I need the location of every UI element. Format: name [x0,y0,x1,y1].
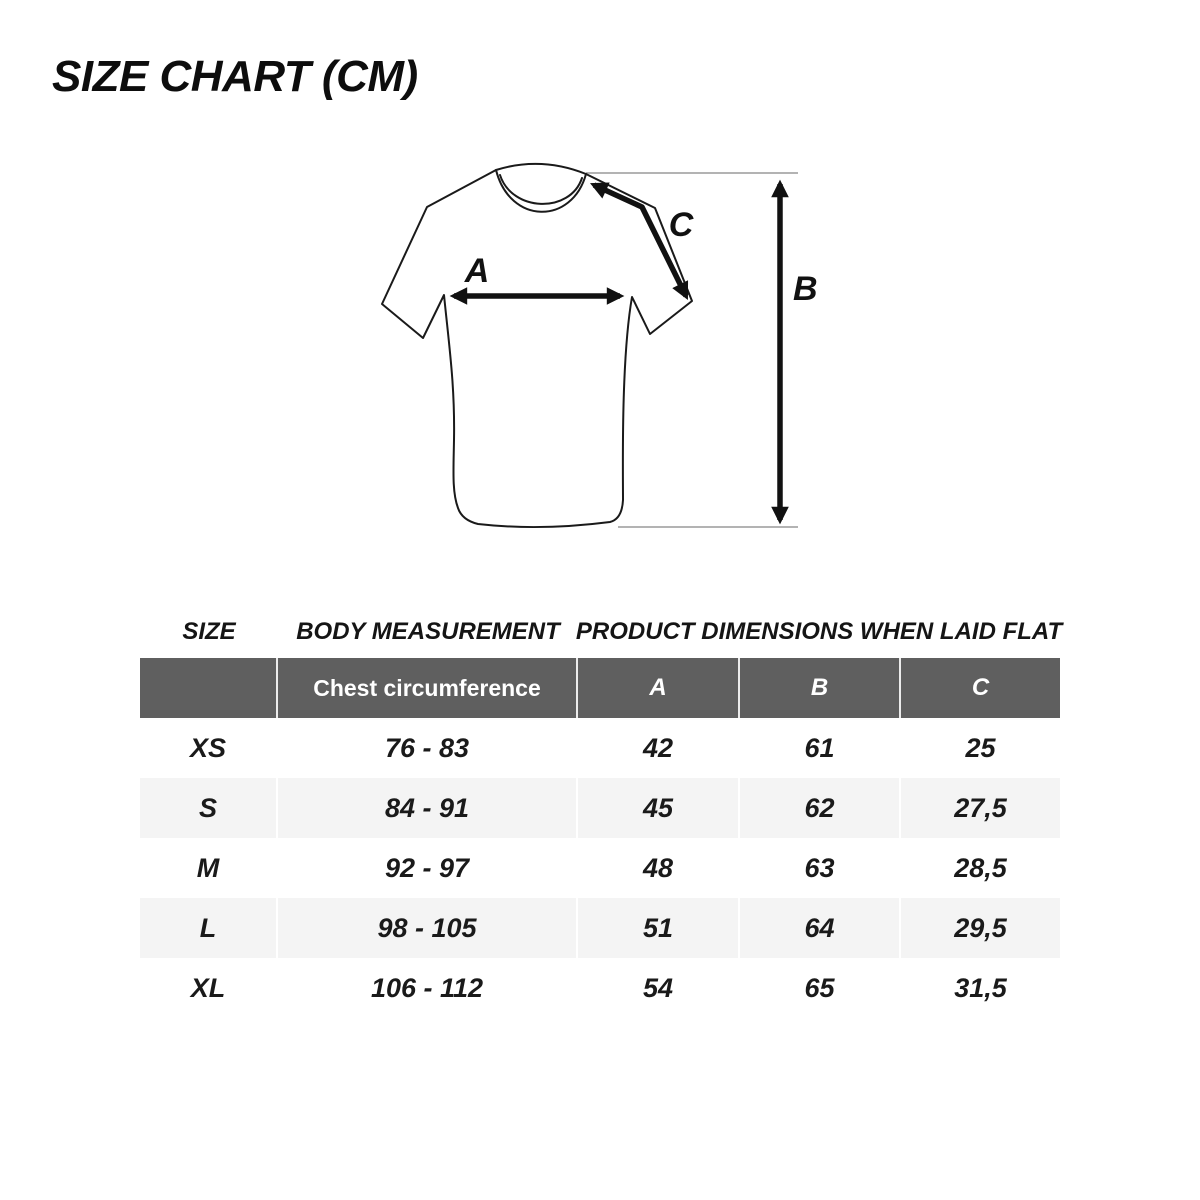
dimension-c-cell: 25 [901,718,1060,778]
chest-cell: 76 - 83 [278,718,576,778]
size-cell: XL [140,958,276,1018]
size-table [140,658,1060,1018]
group-header-body-measurement: BODY MEASUREMENT [296,618,560,645]
table-body [140,718,1060,1018]
chest-cell: 92 - 97 [278,838,576,898]
dimension-b-cell: 61 [740,718,899,778]
dimension-c-cell: 27,5 [901,778,1060,838]
table-group-headers [140,612,1063,652]
header-cell-c: C [901,658,1060,718]
group-header-size: SIZE [182,618,236,645]
chest-cell: 98 - 105 [278,898,576,958]
arrow-labels [464,206,818,308]
table-row [140,778,1060,838]
dimension-b-cell: 62 [740,778,899,838]
dimension-a-cell: 51 [578,898,738,958]
header-cell-chest: Chest circumference [278,658,576,718]
dimension-a-cell: 54 [578,958,738,1018]
group-header-product-dimensions: PRODUCT DIMENSIONS WHEN LAID FLAT [575,618,1063,645]
dimension-c-cell: 29,5 [901,898,1060,958]
page-title: SIZE CHART (CM) [52,52,418,101]
table-row [140,898,1060,958]
table-row [140,958,1060,1018]
measurement-arrows [454,184,780,520]
table-row [140,838,1060,898]
dimension-b-cell: 63 [740,838,899,898]
header-cell-b: B [740,658,899,718]
label-b: B [793,270,818,308]
table-header-row [140,658,1060,718]
dimension-c-cell: 31,5 [901,958,1060,1018]
dimension-b-cell: 65 [740,958,899,1018]
dimension-b-cell: 64 [740,898,899,958]
header-cell-a: A [578,658,738,718]
label-a: A [464,252,490,290]
header-cell-empty [140,658,276,718]
chest-cell: 84 - 91 [278,778,576,838]
dimension-a-cell: 42 [578,718,738,778]
dimension-a-cell: 45 [578,778,738,838]
size-cell: S [140,778,276,838]
dimension-c-cell: 28,5 [901,838,1060,898]
table-row [140,718,1060,778]
dimension-a-cell: 48 [578,838,738,898]
size-cell: XS [140,718,276,778]
size-cell: M [140,838,276,898]
tshirt-measurement-diagram [370,140,840,570]
label-c: C [668,206,694,244]
size-cell: L [140,898,276,958]
chest-cell: 106 - 112 [278,958,576,1018]
